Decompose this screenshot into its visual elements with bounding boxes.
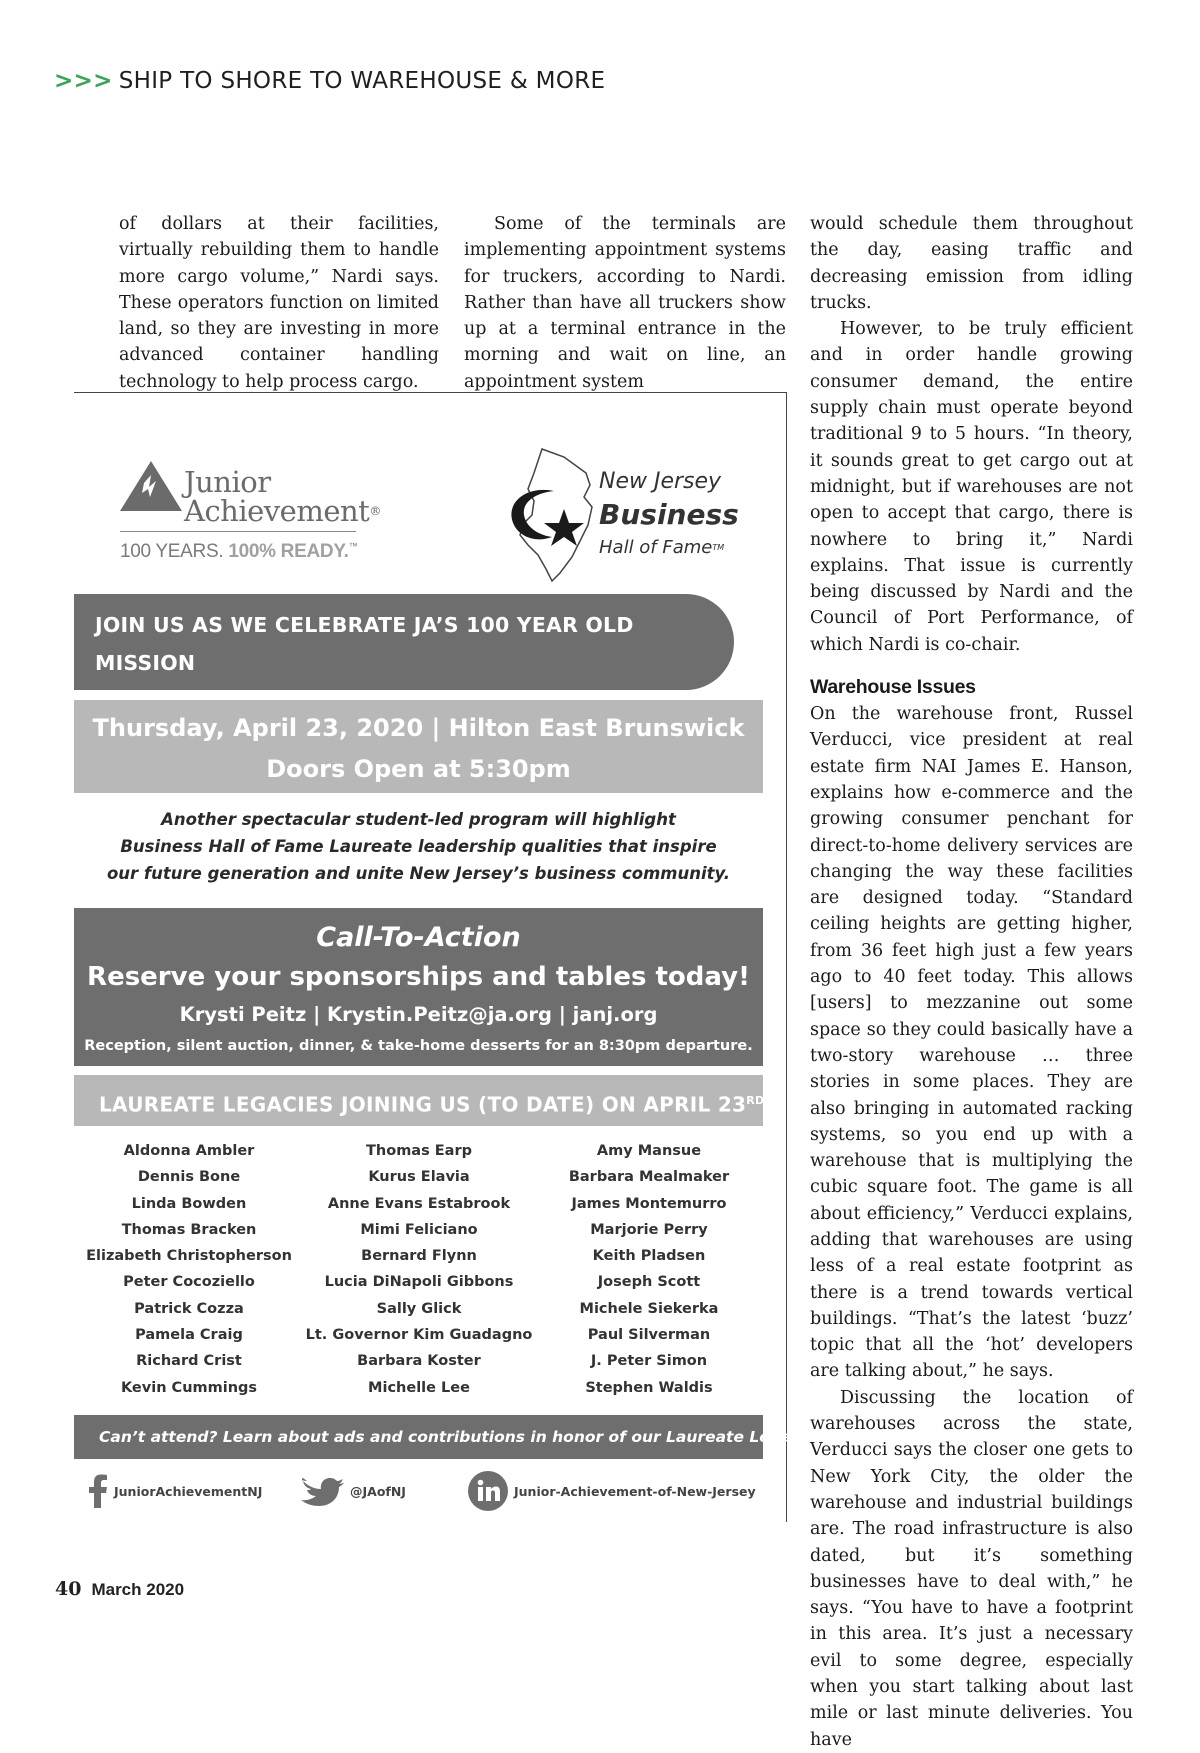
event-details-banner: Thursday, April 23, 2020 | Hilton East Brunswick Doors Open at 5:30pm — [74, 700, 763, 793]
laureate-name: Thomas Bracken — [121, 1221, 257, 1238]
social-twitter: @JAofNJ — [300, 1471, 406, 1511]
nj-hall-of-fame-logo-text: New Jersey Business Hall of Fame™ — [599, 469, 739, 558]
page-number: 40 — [55, 1578, 82, 1600]
laureate-name: Aldonna Ambler — [123, 1143, 255, 1159]
laureate-name: Keith Pladsen — [592, 1248, 706, 1265]
subheading-warehouse-issues: Warehouse Issues — [810, 676, 976, 699]
ja-logo-icon — [120, 461, 182, 511]
laureate-name: Marjorie Perry — [590, 1221, 708, 1238]
laureate-name: Pamela Craig — [135, 1327, 243, 1344]
laureate-name: Lucia DiNapoli Gibbons — [324, 1274, 514, 1291]
call-to-action-box — [74, 908, 763, 1066]
laureate-name: J. Peter Simon — [590, 1353, 708, 1370]
ad-blurb: Another spectacular student-led program will highlight Business Hall of Fame Laureate leadership qualities that inspire our future generation and unite New Jersey’s business community. — [106, 810, 731, 883]
laureate-names-column-2 — [304, 1138, 534, 1401]
laureate-name: Kurus Elavia — [368, 1169, 470, 1186]
article-paragraph: of dollars at their facilities, virtually rebuilding them to handle more cargo volume,” Nardi says. These operators function on limited land, so they are investing in more advanced container handling technology to help process cargo. — [119, 214, 439, 392]
ad-footer-note: Can’t attend? Learn about ads and contributions in honor of our Laureate Legacies. — [74, 1415, 763, 1459]
celebration-banner: JOIN US AS WE CELEBRATE JA’S 100 YEAR OLD MISSION — [74, 594, 734, 690]
junior-achievement-ad — [74, 393, 832, 1518]
article-paragraph: However, to be truly efficient and in order handle growing consumer demand, the entire supply chain must operate beyond traditional 9 to 5 hours. “In theory, it sounds great to get cargo out at midnight, but if warehouses are not open to accept that cargo, there is nowhere to bring it,” Nardi explains. That issue is currently being discussed by Nardi and the Council of Port Performance, of which Nardi is co-chair. — [810, 319, 1133, 655]
laureate-name: Stephen Waldis — [585, 1379, 713, 1396]
article-column-3 — [810, 211, 1133, 1753]
cta-contact: Krysti Peitz | Krystin.Peitz@ja.org | janj.org — [179, 1003, 658, 1026]
laureate-name: Amy Mansue — [596, 1143, 702, 1159]
laureate-name: Elizabeth Christopherson — [86, 1248, 292, 1265]
article-paragraph: Some of the terminals are implementing appointment systems for truckers, according to Nardi. Rather than have all truckers show up at a terminal entrance in the morning and wait on line, an appointment system — [464, 214, 786, 392]
laureate-name: Linda Bowden — [131, 1195, 247, 1212]
laureate-name: Richard Crist — [136, 1353, 242, 1370]
laureate-name: Barbara Koster — [357, 1353, 481, 1370]
social-facebook: JuniorAchievementNJ — [88, 1471, 262, 1511]
page-folio — [55, 1578, 184, 1600]
issue-date: March 2020 — [91, 1580, 185, 1599]
laureate-names-column-1 — [74, 1138, 304, 1401]
laureate-name: Paul Silverman — [587, 1327, 711, 1344]
facebook-icon — [88, 1474, 108, 1508]
laureate-name: Mimi Feliciano — [360, 1221, 478, 1238]
article-paragraph: would schedule them throughout the day, easing traffic and decreasing emission from idling trucks. — [810, 214, 1133, 313]
laureate-name: Joseph Scott — [597, 1274, 701, 1291]
laureate-name: James Montemurro — [571, 1195, 727, 1212]
article-paragraph: Discussing the location of warehouses across the state, Verducci says the closer one gets to New York City, the older the warehouse and industrial buildings are. The road infrastructure is also dated, but it’s something businesses have to deal with,” he says. “You have to have a footprint in this area. It’s just a necessary evil to some degree, especially when you start talking about last mile or last minute deliveries. You have — [810, 1387, 1133, 1750]
section-arrows: >>> — [54, 68, 113, 94]
cta-note: Reception, silent auction, dinner, & take-home desserts for an 8:30pm departure. — [84, 1038, 753, 1054]
laureate-name: Kevin Cummings — [120, 1379, 258, 1396]
article-column-2 — [464, 211, 786, 395]
cta-title: Call-To-Action — [316, 922, 521, 953]
laureate-name: Thomas Earp — [366, 1143, 472, 1159]
laureate-name: Anne Evans Estabrook — [327, 1195, 511, 1212]
ja-logo-rule — [120, 531, 356, 532]
social-linkedin: Junior-Achievement-of-New-Jersey — [468, 1471, 756, 1511]
laureate-name: Lt. Governor Kim Guadagno — [305, 1327, 533, 1344]
laureate-name: Michelle Lee — [368, 1379, 470, 1396]
laureate-name: Sally Glick — [376, 1300, 462, 1317]
laureate-name: Barbara Mealmaker — [568, 1169, 730, 1186]
ja-logo-name: Junior Achievement® — [184, 465, 381, 528]
section-header — [54, 68, 605, 94]
laureate-name: Dennis Bone — [137, 1169, 241, 1186]
ja-logo-tagline: 100 YEARS. 100% READY.™ — [120, 541, 358, 562]
laureate-names-column-3 — [534, 1138, 764, 1401]
linkedin-icon — [468, 1471, 508, 1511]
laureate-name: Bernard Flynn — [361, 1248, 477, 1265]
laureate-header: LAUREATE LEGACIES JOINING US (TO DATE) ON APRIL 23RD — [74, 1075, 763, 1126]
laureate-name: Patrick Cozza — [134, 1300, 244, 1317]
section-title: SHIP TO SHORE TO WAREHOUSE & MORE — [118, 68, 606, 94]
cta-headline: Reserve your sponsorships and tables today! — [87, 962, 750, 992]
article-column-1 — [119, 211, 439, 395]
article-paragraph: On the warehouse front, Russel Verducci, vice president at real estate firm NAI James E. Hanson, explains how e-commerce and the growing consumer penchant for direct-to-home delivery services are changing the way these facilities are designed today. “Standard ceiling heights are getting higher, from 36 feet high just a few years ago to 40 feet today. This allows [users] to mezzanine out some space so they could basically have a two-story warehouse … three stories in some places. They are also bringing in automated racking systems, so you end up with a warehouse that is multiplying the cubic square foot. The game is all about efficiency,” Verducci explains, adding that warehouses are using less of a real estate footprint as there is a trend towards vertical buildings. “That’s the latest ‘buzz’ topic that all the ‘hot’ developers are talking about,” he says. — [810, 704, 1133, 1382]
twitter-bird-icon — [300, 1476, 344, 1506]
laureate-name: Peter Cocoziello — [123, 1274, 255, 1291]
laureate-name: Michele Siekerka — [579, 1300, 719, 1317]
ad-frame-right-rule — [786, 392, 787, 1522]
